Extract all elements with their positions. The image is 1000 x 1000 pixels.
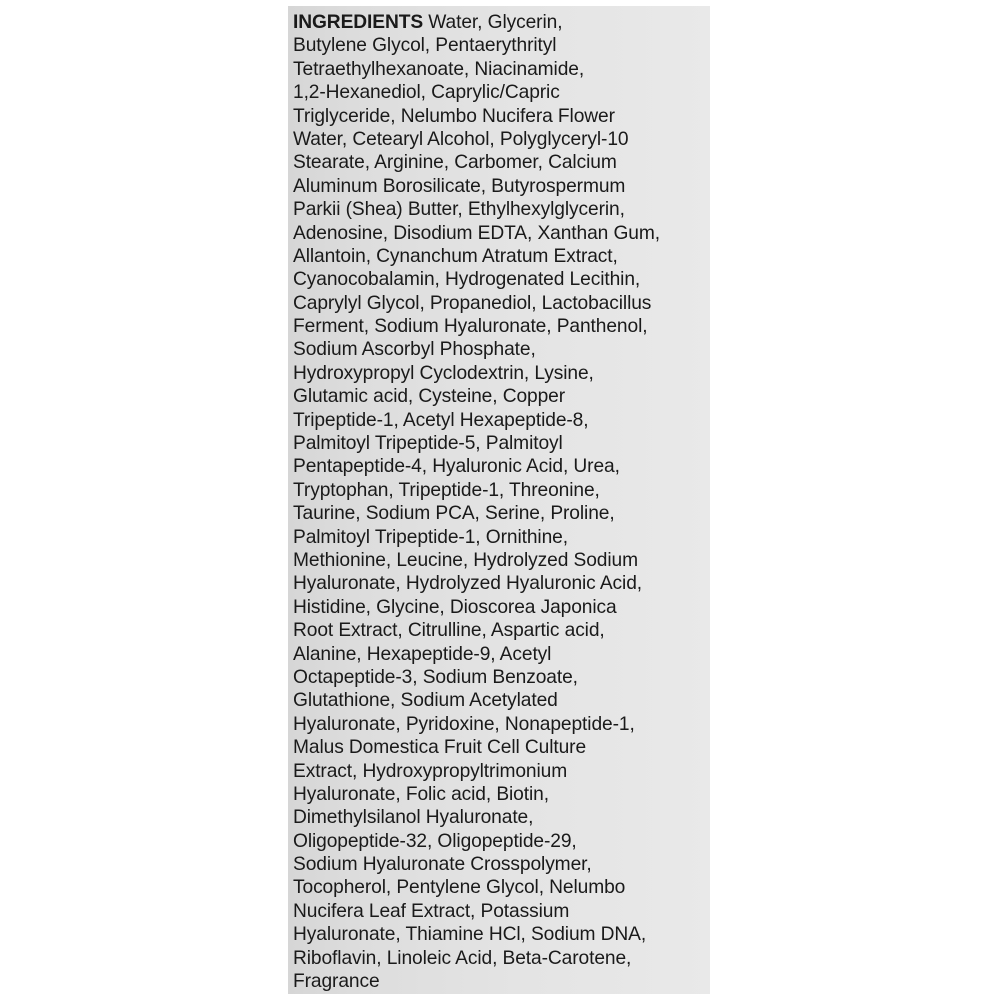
ingredients-line: Tryptophan, Tripeptide-1, Threonine, — [293, 479, 600, 501]
ingredients-line: Alanine, Hexapeptide-9, Acetyl — [293, 643, 552, 665]
ingredients-line: Cyanocobalamin, Hydrogenated Lecithin, — [293, 269, 641, 291]
ingredients-line: Butylene Glycol, Pentaerythrityl — [293, 35, 557, 57]
ingredients-line: Glutathione, Sodium Acetylated — [293, 690, 558, 712]
ingredients-list — [293, 11, 707, 993]
ingredients-line-text: Water, Glycerin, — [423, 12, 563, 33]
ingredients-line: Stearate, Arginine, Carbomer, Calcium — [293, 152, 617, 174]
ingredients-line: Palmitoyl Tripeptide-1, Ornithine, — [293, 526, 568, 548]
ingredients-line: 1,2-Hexanediol, Caprylic/Capric — [293, 82, 560, 104]
ingredients-line: Sodium Ascorbyl Phosphate, — [293, 339, 536, 361]
ingredients-line: Triglyceride, Nelumbo Nucifera Flower — [293, 105, 615, 127]
ingredients-line: Sodium Hyaluronate Crosspolymer, — [293, 854, 592, 876]
ingredients-line: Aluminum Borosilicate, Butyrospermum — [293, 175, 626, 197]
ingredients-line: Tetraethylhexanoate, Niacinamide, — [293, 58, 585, 80]
ingredients-line: Octapeptide-3, Sodium Benzoate, — [293, 666, 578, 688]
ingredients-line: Adenosine, Disodium EDTA, Xanthan Gum, — [293, 222, 660, 244]
ingredients-line: Taurine, Sodium PCA, Serine, Proline, — [293, 503, 615, 525]
ingredients-line: Riboflavin, Linoleic Acid, Beta-Carotene, — [293, 947, 632, 969]
ingredients-line: Hyaluronate, Folic acid, Biotin, — [293, 783, 549, 805]
ingredients-line: Dimethylsilanol Hyaluronate, — [293, 807, 534, 829]
ingredients-line: Palmitoyl Tripeptide-5, Palmitoyl — [293, 433, 563, 455]
ingredients-line: Histidine, Glycine, Dioscorea Japonica — [293, 596, 617, 618]
ingredients-heading: INGREDIENTS — [293, 12, 424, 33]
ingredients-line: Allantoin, Cynanchum Atratum Extract, — [293, 245, 618, 267]
ingredients-line: Malus Domestica Fruit Cell Culture — [293, 737, 587, 759]
ingredients-label-panel — [288, 6, 710, 994]
ingredients-line: Caprylyl Glycol, Propanediol, Lactobacillus — [293, 292, 652, 314]
ingredients-line: Glutamic acid, Cysteine, Copper — [293, 386, 566, 408]
ingredients-line: Hydroxypropyl Cyclodextrin, Lysine, — [293, 362, 594, 384]
ingredients-line: Hyaluronate, Hydrolyzed Hyaluronic Acid, — [293, 573, 643, 595]
ingredients-line: Water, Cetearyl Alcohol, Polyglyceryl-10 — [293, 128, 629, 150]
ingredients-line: Nucifera Leaf Extract, Potassium — [293, 900, 570, 922]
ingredients-line: Methionine, Leucine, Hydrolyzed Sodium — [293, 549, 638, 571]
ingredients-line: Hyaluronate, Pyridoxine, Nonapeptide-1, — [293, 713, 635, 735]
ingredients-line: Ferment, Sodium Hyaluronate, Panthenol, — [293, 316, 648, 338]
ingredients-line: Tocopherol, Pentylene Glycol, Nelumbo — [293, 877, 626, 899]
ingredients-line: Extract, Hydroxypropyltrimonium — [293, 760, 568, 782]
ingredients-line: Root Extract, Citrulline, Aspartic acid, — [293, 620, 605, 642]
ingredients-line — [293, 11, 707, 34]
ingredients-line: Pentapeptide-4, Hyaluronic Acid, Urea, — [293, 456, 620, 478]
ingredients-line: Tripeptide-1, Acetyl Hexapeptide-8, — [293, 409, 589, 431]
ingredients-line: Parkii (Shea) Butter, Ethylhexylglycerin, — [293, 199, 625, 221]
ingredients-line: Fragrance — [293, 971, 380, 993]
ingredients-line: Oligopeptide-32, Oligopeptide-29, — [293, 830, 577, 852]
ingredients-line: Hyaluronate, Thiamine HCl, Sodium DNA, — [293, 924, 647, 946]
